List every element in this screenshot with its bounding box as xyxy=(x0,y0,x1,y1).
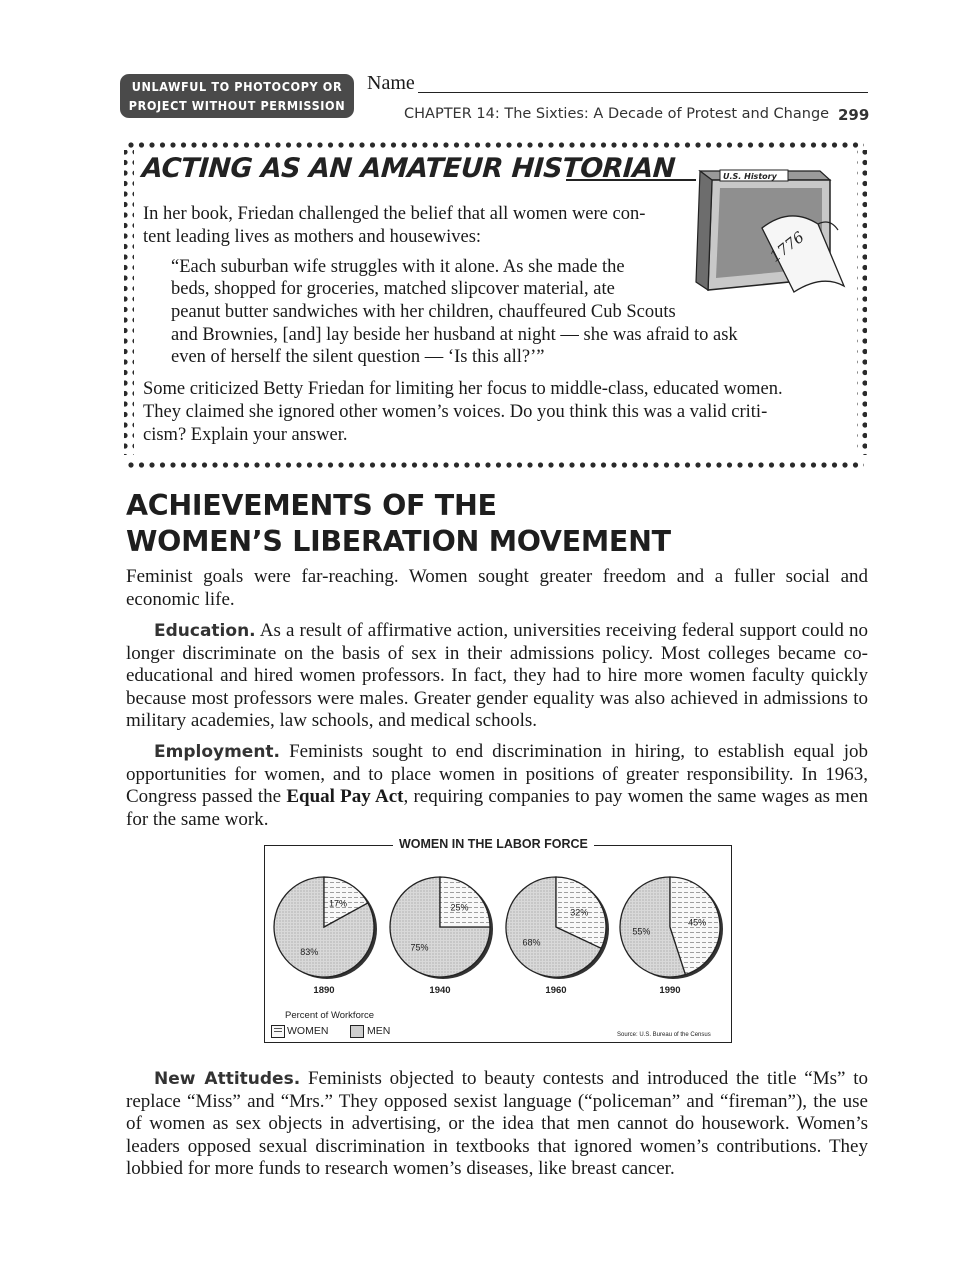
quote-line-2: beds, shopped for groceries, matched slipcover material, ate xyxy=(171,279,615,299)
legend-label-men: MEN xyxy=(367,1025,391,1037)
employment-text-b: , requiring companies to pay women the same wages as men for the same work. xyxy=(126,786,869,830)
employment-text-a: Feminists sought to end discrimination in hiring, to establish equal job opportunities for women, and to place women in positions of greater responsibility. In 1963, Congress passed the xyxy=(126,741,869,807)
section-intro: Feminist goals were far-reaching. Women sought greater freedom and a fuller social and economic life. xyxy=(126,566,868,610)
history-book-illustration xyxy=(690,166,850,308)
pie-year-1940: 1940 xyxy=(429,985,451,996)
heading-rule xyxy=(566,179,696,181)
section-title-line-2: WOMEN’S LIBERATION MOVEMENT xyxy=(126,525,671,558)
pie-year-1990: 1990 xyxy=(659,985,681,996)
page-number: 299 xyxy=(838,106,870,124)
section-title xyxy=(126,488,671,560)
box-right-dots xyxy=(857,150,867,455)
legend-swatch-women xyxy=(271,1025,285,1038)
warning-line-2: PROJECT WITHOUT PERMISSION xyxy=(128,98,346,113)
pie-label-women-1890: 17% xyxy=(328,898,348,909)
chapter-title: CHAPTER 14: The Sixties: A Decade of Protest and Change xyxy=(404,106,830,122)
scroll-year: 1776 xyxy=(766,227,808,266)
pie-label-women-1940: 25% xyxy=(450,902,469,913)
legend-swatch-men xyxy=(350,1025,364,1038)
intro-line-1: In her book, Friedan challenged the belief that all women were con- xyxy=(143,204,646,224)
chart-title: WOMEN IN THE LABOR FORCE xyxy=(393,837,594,851)
historian-heading: ACTING AS AN AMATEUR HISTORIAN xyxy=(140,153,677,184)
section-title-line-1: ACHIEVEMENTS OF THE xyxy=(126,489,497,522)
attitudes-label: New Attitudes. xyxy=(154,1069,301,1089)
pie-label-women-1990: 45% xyxy=(688,917,707,928)
question-line-2: They claimed she ignored other women’s voices. Do you think this was a valid criti- xyxy=(143,402,768,422)
quote-line-4: and Brownies, [and] lay beside her husband at night — she was afraid to ask xyxy=(171,325,738,345)
question-line-3: cism? Explain your answer. xyxy=(143,425,348,445)
intro-line-2: tent leading lives as mothers and housewives: xyxy=(143,227,482,247)
education-text: As a result of affirmative action, universities receiving federal support could no longer discriminate on the basis of sex in their admissions policy. Most colleges became co-educational and hired women professors. In fact, they had to hire more women faculty quickly because most professors were males. Greater gender equality was also achieved in admissions to military academies, law schools, and medical schools. xyxy=(126,620,869,731)
quote-line-3: peanut butter sandwiches with her children, chauffeured Cub Scouts xyxy=(171,302,676,322)
legend-label-women: WOMEN xyxy=(287,1025,329,1037)
box-bottom-dots xyxy=(124,460,864,470)
pie-label-men-1890: 83% xyxy=(300,946,319,957)
employment-paragraph xyxy=(126,741,868,831)
education-label: Education. xyxy=(154,621,256,641)
box-top-dots xyxy=(124,139,864,149)
legend-title: Percent of Workforce xyxy=(285,1010,375,1021)
pie-year-1890: 1890 xyxy=(313,985,335,996)
question-line-1: Some criticized Betty Friedan for limiting her focus to middle-class, educated women. xyxy=(143,379,783,399)
warning-line-1: UNLAWFUL TO PHOTOCOPY OR xyxy=(131,79,343,94)
education-paragraph xyxy=(126,620,868,733)
book-label: U.S. History xyxy=(723,172,777,181)
name-label: Name xyxy=(367,72,415,94)
attitudes-paragraph xyxy=(126,1068,868,1181)
pie-label-men-1960: 68% xyxy=(522,937,541,948)
pie-year-1960: 1960 xyxy=(545,985,567,996)
pie-label-women-1960: 32% xyxy=(570,907,589,918)
quote-line-5: even of herself the silent question — ‘Is this all?’” xyxy=(171,347,545,367)
pie-label-men-1990: 55% xyxy=(632,926,651,937)
quote-line-1: “Each suburban wife struggles with it alone. As she made the xyxy=(171,257,625,277)
equal-pay-act: Equal Pay Act xyxy=(286,786,404,807)
pie-label-men-1940: 75% xyxy=(410,942,429,953)
employment-label: Employment. xyxy=(154,742,281,762)
box-left-dots xyxy=(124,150,134,455)
chart-source: Source: U.S. Bureau of the Census xyxy=(617,1032,711,1038)
attitudes-text: Feminists objected to beauty contests and introduced the title “Ms” to replace “Miss” and “Mrs.” They opposed sexist language (“policeman” and “fireman”), the use of women as sex objects in advertising, or the idea that men cannot do housework. Women’s leaders opposed sexual discrimination in textbooks that ignored women’s contributions. They lobbied for more funds to research women’s diseases, like breast cancer. xyxy=(126,1068,868,1179)
